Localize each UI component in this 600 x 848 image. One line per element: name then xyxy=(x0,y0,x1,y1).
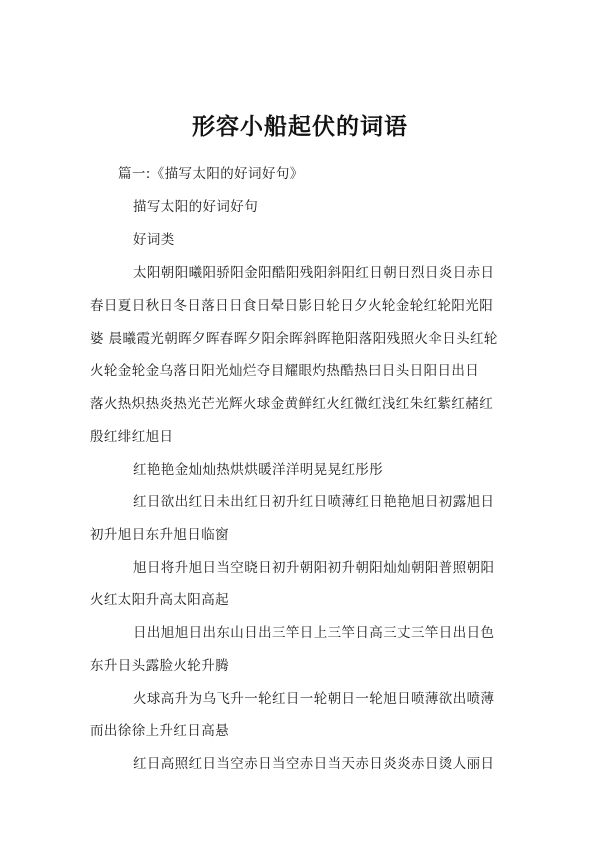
subheading: 描写太阳的好词好句 xyxy=(133,199,259,215)
document-title: 形容小船起伏的词语 xyxy=(192,113,408,140)
paragraph-line: 太阳朝阳曦阳骄阳金阳酷阳残阳斜阳红日朝日烈日炎日赤日 xyxy=(133,265,495,281)
paragraph-line: 东升日头露脸火轮升腾 xyxy=(90,658,229,674)
section-heading: 篇一:《描写太阳的好词好句》 xyxy=(118,166,304,182)
paragraph-line: 旭日将升旭日当空晓日初升朝阳初升朝阳灿灿朝阳普照朝阳 xyxy=(133,560,495,576)
paragraph-line: 火红太阳升高太阳高起 xyxy=(90,592,229,608)
paragraph-line: 火球高升为乌飞升一轮红日一轮朝日一轮旭日喷薄欲出喷薄 xyxy=(133,691,495,707)
paragraph-line: 而出徐徐上升红日高悬 xyxy=(90,723,229,739)
paragraph-line: 落火热炽热炎热光芒光辉火球金黄鲜红火红微红浅红朱红紫红赭红 xyxy=(90,396,494,412)
paragraph-line: 初升旭日东升旭日临窗 xyxy=(90,527,229,543)
paragraph-line: 红日高照红日当空赤日当空赤日当天赤日炎炎赤日烫人丽日 xyxy=(133,756,495,772)
paragraph-line: 婆 晨曦霞光朝晖夕晖春晖夕阳余晖斜晖艳阳落阳残照火伞日头红轮 xyxy=(90,331,498,347)
paragraph-line: 火轮金轮金乌落日阳光灿烂夺目耀眼灼热酷热曰日头日阳日出日 xyxy=(90,363,480,379)
paragraph-line: 红日欲出红日未出红日初升红日喷薄红日艳艳旭日初露旭日 xyxy=(133,494,495,510)
paragraph-line: 日出旭旭日出东山日出三竿日上三竿日高三丈三竿日出日色 xyxy=(133,625,495,641)
category-label: 好词类 xyxy=(133,232,175,248)
paragraph-line: 春日夏日秋日冬日落日日食日晕日影日轮日夕火轮金轮红轮阳光阳 xyxy=(90,298,494,314)
paragraph-line: 殷红绯红旭日 xyxy=(90,429,174,445)
paragraph-line: 红艳艳金灿灿热烘烘暖洋洋明晃晃红彤彤 xyxy=(133,462,384,478)
